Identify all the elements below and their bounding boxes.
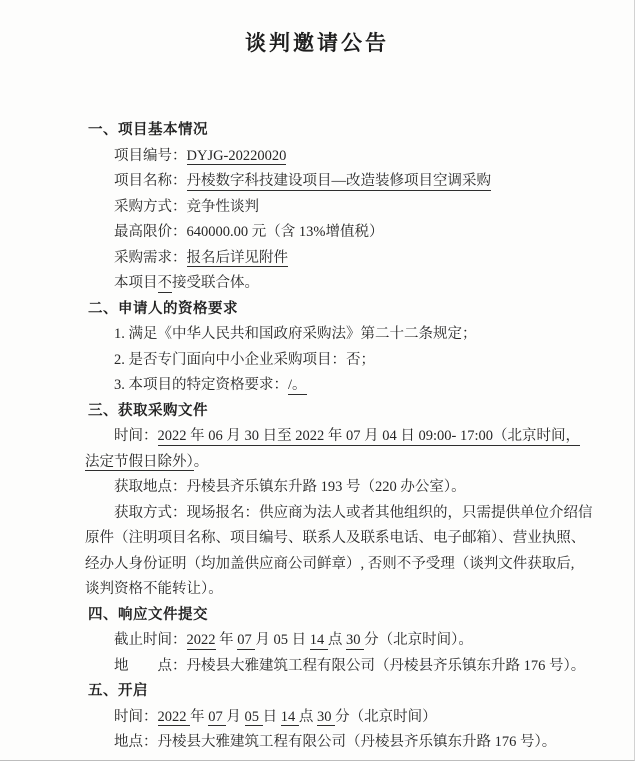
text-segment: 四、响应文件提交 [88, 606, 208, 623]
underlined-text: 报名后详见附件 [186, 249, 288, 266]
section-heading [85, 603, 590, 629]
paragraph-line [85, 705, 590, 731]
text-segment: 点 [298, 708, 317, 725]
text-segment: 项目编号： [114, 147, 187, 164]
paragraph-line [85, 373, 590, 399]
text-segment: 采购方式：竞争性谈判 [114, 198, 259, 215]
document-body [85, 118, 593, 756]
section-heading [85, 118, 590, 144]
text-segment: 五、开启 [88, 683, 148, 699]
underlined-text: 07 [208, 708, 227, 725]
text-segment: 一、项目基本情况 [88, 122, 208, 138]
text-segment: 最高限价：640000.00 元（含 13%增值税） [114, 224, 384, 240]
underlined-text: 法定节假日除外） [85, 453, 194, 470]
text-segment: 日 [262, 708, 281, 725]
paragraph-line [85, 475, 590, 501]
text-segment: 3. 本项目的特定资格要求： [114, 377, 288, 393]
text-segment: 原件（注明项目名称、项目编号、联系人及联系电话、电子邮箱）、营业执照、 [85, 530, 586, 546]
text-segment: 分（北京时间） [335, 708, 437, 725]
paragraph-line [85, 501, 593, 527]
section-heading [85, 399, 590, 425]
underlined-text: 2022 [157, 708, 191, 725]
underlined-text: 05 [244, 708, 263, 725]
underlined-text: 14 [309, 632, 328, 648]
paragraph-line [85, 271, 590, 297]
text-segment: 时间： [114, 428, 158, 444]
text-segment: 1. 满足《中华人民共和国政府采购法》第二十二条规定； [114, 326, 477, 342]
underlined-text: 14 [280, 708, 299, 725]
text-segment: 点 [327, 632, 346, 648]
text-segment: 月 [226, 708, 245, 725]
section-heading [85, 297, 590, 323]
underlined-text: 丹棱数字科技建设项目—改造装修项目空调采购 [186, 173, 491, 189]
text-segment: 接受联合体。 [172, 275, 259, 291]
underlined-text: 2022 年 06 月 30 日至 2022 年 07 月 04 日 09:00- 17:00（北京时间， [157, 428, 581, 444]
text-segment: 项目名称： [114, 173, 187, 189]
paragraph-line [85, 526, 590, 552]
paragraph-line [85, 577, 590, 603]
text-segment: 截止时间： [114, 632, 187, 648]
paragraph-line [85, 169, 590, 195]
paragraph-line [85, 246, 590, 272]
paragraph-line [85, 322, 590, 348]
text-segment: 。 [193, 453, 209, 470]
text-segment: 分（北京时间）。 [364, 632, 473, 648]
paragraph-line [85, 348, 590, 374]
text-segment: 本项目 [114, 275, 158, 291]
paragraph-line [85, 552, 590, 578]
paragraph-line [85, 195, 590, 221]
paragraph-line [85, 628, 590, 654]
paragraph-line [85, 654, 590, 680]
underlined-text: 30 [317, 708, 336, 725]
document-title: 谈判邀请公告 [245, 31, 389, 55]
text-segment: 年 [190, 708, 209, 725]
text-segment: 月 05 日 [255, 632, 310, 648]
text-segment: 年 [215, 632, 238, 648]
text-segment: 三、获取采购文件 [88, 402, 208, 419]
text-segment: 时间： [114, 708, 158, 725]
underlined-text: DYJG-20220020 [186, 147, 287, 164]
text-segment: 地点：丹棱县大雅建筑工程有限公司（丹棱县齐乐镇东升路 176 号）。 [114, 734, 557, 750]
text-segment: 地 点：丹棱县大雅建筑工程有限公司（丹棱县齐乐镇东升路 176 号）。 [114, 657, 586, 674]
text-segment: 谈判资格不能转让）。 [85, 581, 223, 597]
paragraph-line [85, 220, 590, 246]
text-segment: 经办人身份证明（均加盖供应商公司鲜章）, 否则不予受理（谈判文件获取后, [85, 555, 575, 572]
underlined-text: 2022 [186, 632, 216, 648]
text-segment: 采购需求： [114, 249, 187, 266]
text-segment: 获取地点：丹棱县齐乐镇东升路 193 号（220 办公室）。 [114, 479, 466, 495]
text-segment: 获取方式：现场报名：供应商为法人或者其他组织的，只需提供单位介绍信 [114, 504, 593, 521]
underlined-text: 07 [237, 632, 256, 648]
paragraph-line [85, 144, 590, 170]
text-segment: 二、申请人的资格要求 [88, 300, 238, 317]
section-heading [85, 679, 590, 705]
underlined-text: /。 [288, 377, 307, 393]
paragraph-line [85, 424, 590, 450]
paragraph-line [85, 450, 590, 476]
paragraph-line [85, 730, 590, 756]
underlined-text: 不 [157, 275, 172, 291]
underlined-text: 30 [346, 632, 365, 648]
text-segment: 2. 是否专门面向中小企业采购项目：否； [114, 351, 375, 368]
